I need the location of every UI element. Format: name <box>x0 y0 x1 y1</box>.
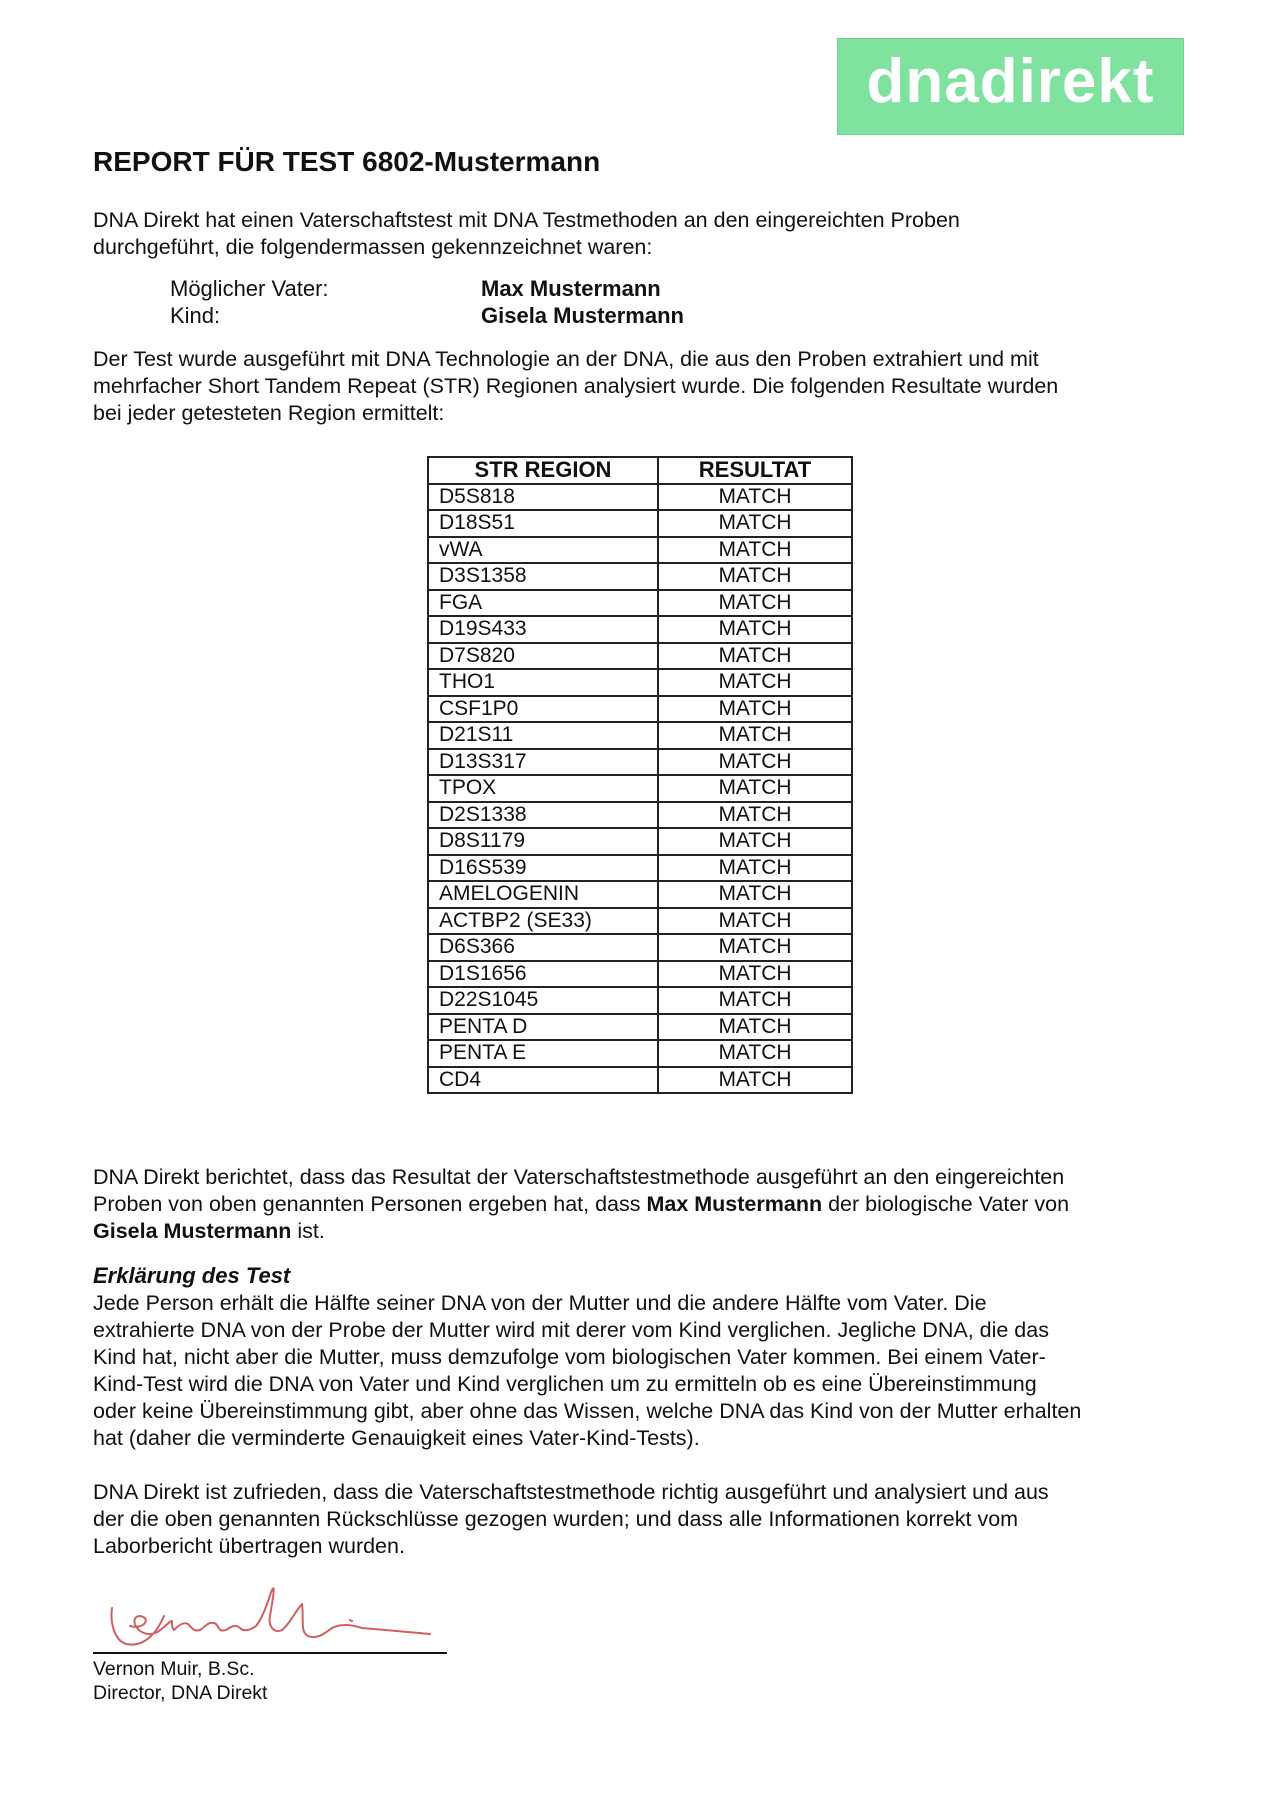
result-cell: MATCH <box>658 961 852 988</box>
result-header: RESULTAT <box>658 457 852 484</box>
signature-line <box>93 1652 447 1654</box>
explanation-line: hat (daher die verminderte Genauigkeit eines Vater-Kind-Tests). <box>93 1426 700 1450</box>
result-cell: MATCH <box>658 510 852 537</box>
table-row <box>428 1040 852 1067</box>
signatory-name: Vernon Muir, B.Sc. <box>93 1658 255 1680</box>
conclusion-father-name: Max Mustermann <box>646 1192 823 1216</box>
child-name: Gisela Mustermann <box>481 303 684 328</box>
table-row <box>428 855 852 882</box>
conclusion-text: der biologische Vater von <box>822 1192 1070 1216</box>
table-row <box>428 510 852 537</box>
str-region-cell: D16S539 <box>428 855 658 882</box>
child-label: Kind: <box>170 303 221 328</box>
explanation-line: Kind hat, nicht aber die Mutter, muss demzufolge vom biologischen Vater kommen. Bei einem Vater- <box>93 1345 1046 1369</box>
str-region-cell: D18S51 <box>428 510 658 537</box>
conclusion-text: Proben von oben genannten Personen ergeben hat, dass <box>93 1192 647 1216</box>
table-row <box>428 722 852 749</box>
result-cell: MATCH <box>658 828 852 855</box>
company-logo <box>837 38 1184 135</box>
result-cell: MATCH <box>658 696 852 723</box>
str-region-cell: CD4 <box>428 1067 658 1094</box>
explanation-paragraph <box>93 1290 1193 1452</box>
str-region-cell: D21S11 <box>428 722 658 749</box>
method-paragraph <box>93 346 1193 427</box>
result-cell: MATCH <box>658 722 852 749</box>
result-cell: MATCH <box>658 669 852 696</box>
str-region-cell: D19S433 <box>428 616 658 643</box>
table-row <box>428 537 852 564</box>
str-region-cell: D7S820 <box>428 643 658 670</box>
result-cell: MATCH <box>658 1040 852 1067</box>
signature-dot <box>350 1620 352 1621</box>
result-cell: MATCH <box>658 775 852 802</box>
result-cell: MATCH <box>658 934 852 961</box>
table-row <box>428 987 852 1014</box>
signature-stroke <box>112 1588 430 1644</box>
final-paragraph <box>93 1479 1193 1560</box>
final-line: Laborbericht übertragen wurden. <box>93 1534 405 1558</box>
table-header-row <box>428 457 852 484</box>
result-cell: MATCH <box>658 855 852 882</box>
conclusion-child-name: Gisela Mustermann <box>93 1219 292 1243</box>
result-cell: MATCH <box>658 643 852 670</box>
str-region-header: STR REGION <box>428 457 658 484</box>
result-cell: MATCH <box>658 749 852 776</box>
father-name: Max Mustermann <box>481 276 661 301</box>
str-region-cell: PENTA E <box>428 1040 658 1067</box>
final-line: DNA Direkt ist zufrieden, dass die Vaterschaftstestmethode richtig ausgeführt und analysiert und aus <box>93 1480 1049 1504</box>
method-line: mehrfacher Short Tandem Repeat (STR) Regionen analysiert wurde. Die folgenden Resultate wurden <box>93 374 1059 398</box>
conclusion-paragraph <box>93 1164 1193 1245</box>
result-cell: MATCH <box>658 802 852 829</box>
table-row <box>428 1014 852 1041</box>
table-row <box>428 749 852 776</box>
table-row <box>428 643 852 670</box>
str-region-cell: D6S366 <box>428 934 658 961</box>
explanation-line: oder keine Übereinstimmung gibt, aber ohne das Wissen, welche DNA das Kind von der Mutter erhalten <box>93 1399 1082 1423</box>
table-row <box>428 908 852 935</box>
table-row <box>428 1067 852 1094</box>
final-line: der die oben genannten Rückschlüsse gezogen wurden; und dass alle Informationen korrekt vom <box>93 1507 1019 1531</box>
result-cell: MATCH <box>658 616 852 643</box>
table-row <box>428 802 852 829</box>
result-cell: MATCH <box>658 881 852 908</box>
logo-text: dnadirekt <box>866 47 1155 116</box>
str-region-cell: D22S1045 <box>428 987 658 1014</box>
result-cell: MATCH <box>658 1067 852 1094</box>
result-cell: MATCH <box>658 590 852 617</box>
table-row <box>428 616 852 643</box>
explanation-title: Erklärung des Test <box>93 1263 291 1288</box>
explanation-line: Jede Person erhält die Hälfte seiner DNA von der Mutter und die andere Hälfte vom Vater. Die <box>93 1291 987 1315</box>
conclusion-text: ist. <box>291 1219 325 1243</box>
str-region-cell: vWA <box>428 537 658 564</box>
result-cell: MATCH <box>658 1014 852 1041</box>
explanation-line: Kind-Test wird die DNA von Vater und Kind verglichen um zu ermitteln ob es eine Übereinstimmung <box>93 1372 1037 1396</box>
conclusion-text: DNA Direkt berichtet, dass das Resultat der Vaterschaftstestmethode ausgeführt an den eingereichten <box>93 1165 1065 1189</box>
str-region-cell: D3S1358 <box>428 563 658 590</box>
str-region-cell: ACTBP2 (SE33) <box>428 908 658 935</box>
table-row <box>428 590 852 617</box>
str-region-cell: AMELOGENIN <box>428 881 658 908</box>
table-row <box>428 484 852 511</box>
result-cell: MATCH <box>658 537 852 564</box>
intro-line: durchgeführt, die folgendermassen gekennzeichnet waren: <box>93 235 653 259</box>
result-cell: MATCH <box>658 484 852 511</box>
table-row <box>428 563 852 590</box>
str-region-cell: CSF1P0 <box>428 696 658 723</box>
str-region-cell: THO1 <box>428 669 658 696</box>
str-region-cell: D5S818 <box>428 484 658 511</box>
str-results-table <box>427 456 853 1094</box>
method-line: Der Test wurde ausgeführt mit DNA Technologie an der DNA, die aus den Proben extrahiert und mit <box>93 347 1039 371</box>
str-region-cell: D1S1656 <box>428 961 658 988</box>
str-region-cell: FGA <box>428 590 658 617</box>
method-line: bei jeder getesteten Region ermittelt: <box>93 401 445 425</box>
result-cell: MATCH <box>658 908 852 935</box>
father-label: Möglicher Vater: <box>170 276 329 301</box>
explanation-line: extrahierte DNA von der Probe der Mutter wird mit derer vom Kind verglichen. Jegliche DNA, die das <box>93 1318 1049 1342</box>
report-title: REPORT FÜR TEST 6802-Mustermann <box>93 146 601 177</box>
table-row <box>428 828 852 855</box>
table-row <box>428 775 852 802</box>
table-row <box>428 934 852 961</box>
table-body <box>428 484 852 1094</box>
handwritten-signature <box>100 1560 450 1660</box>
str-region-cell: D2S1338 <box>428 802 658 829</box>
result-cell: MATCH <box>658 563 852 590</box>
intro-paragraph <box>93 207 1193 261</box>
table-row <box>428 669 852 696</box>
table-row <box>428 961 852 988</box>
str-region-cell: D13S317 <box>428 749 658 776</box>
signatory-role: Director, DNA Direkt <box>93 1682 268 1704</box>
str-region-cell: D8S1179 <box>428 828 658 855</box>
str-region-cell: TPOX <box>428 775 658 802</box>
intro-line: DNA Direkt hat einen Vaterschaftstest mit DNA Testmethoden an den eingereichten Proben <box>93 208 960 232</box>
result-cell: MATCH <box>658 987 852 1014</box>
table-row <box>428 696 852 723</box>
str-region-cell: PENTA D <box>428 1014 658 1041</box>
table-row <box>428 881 852 908</box>
